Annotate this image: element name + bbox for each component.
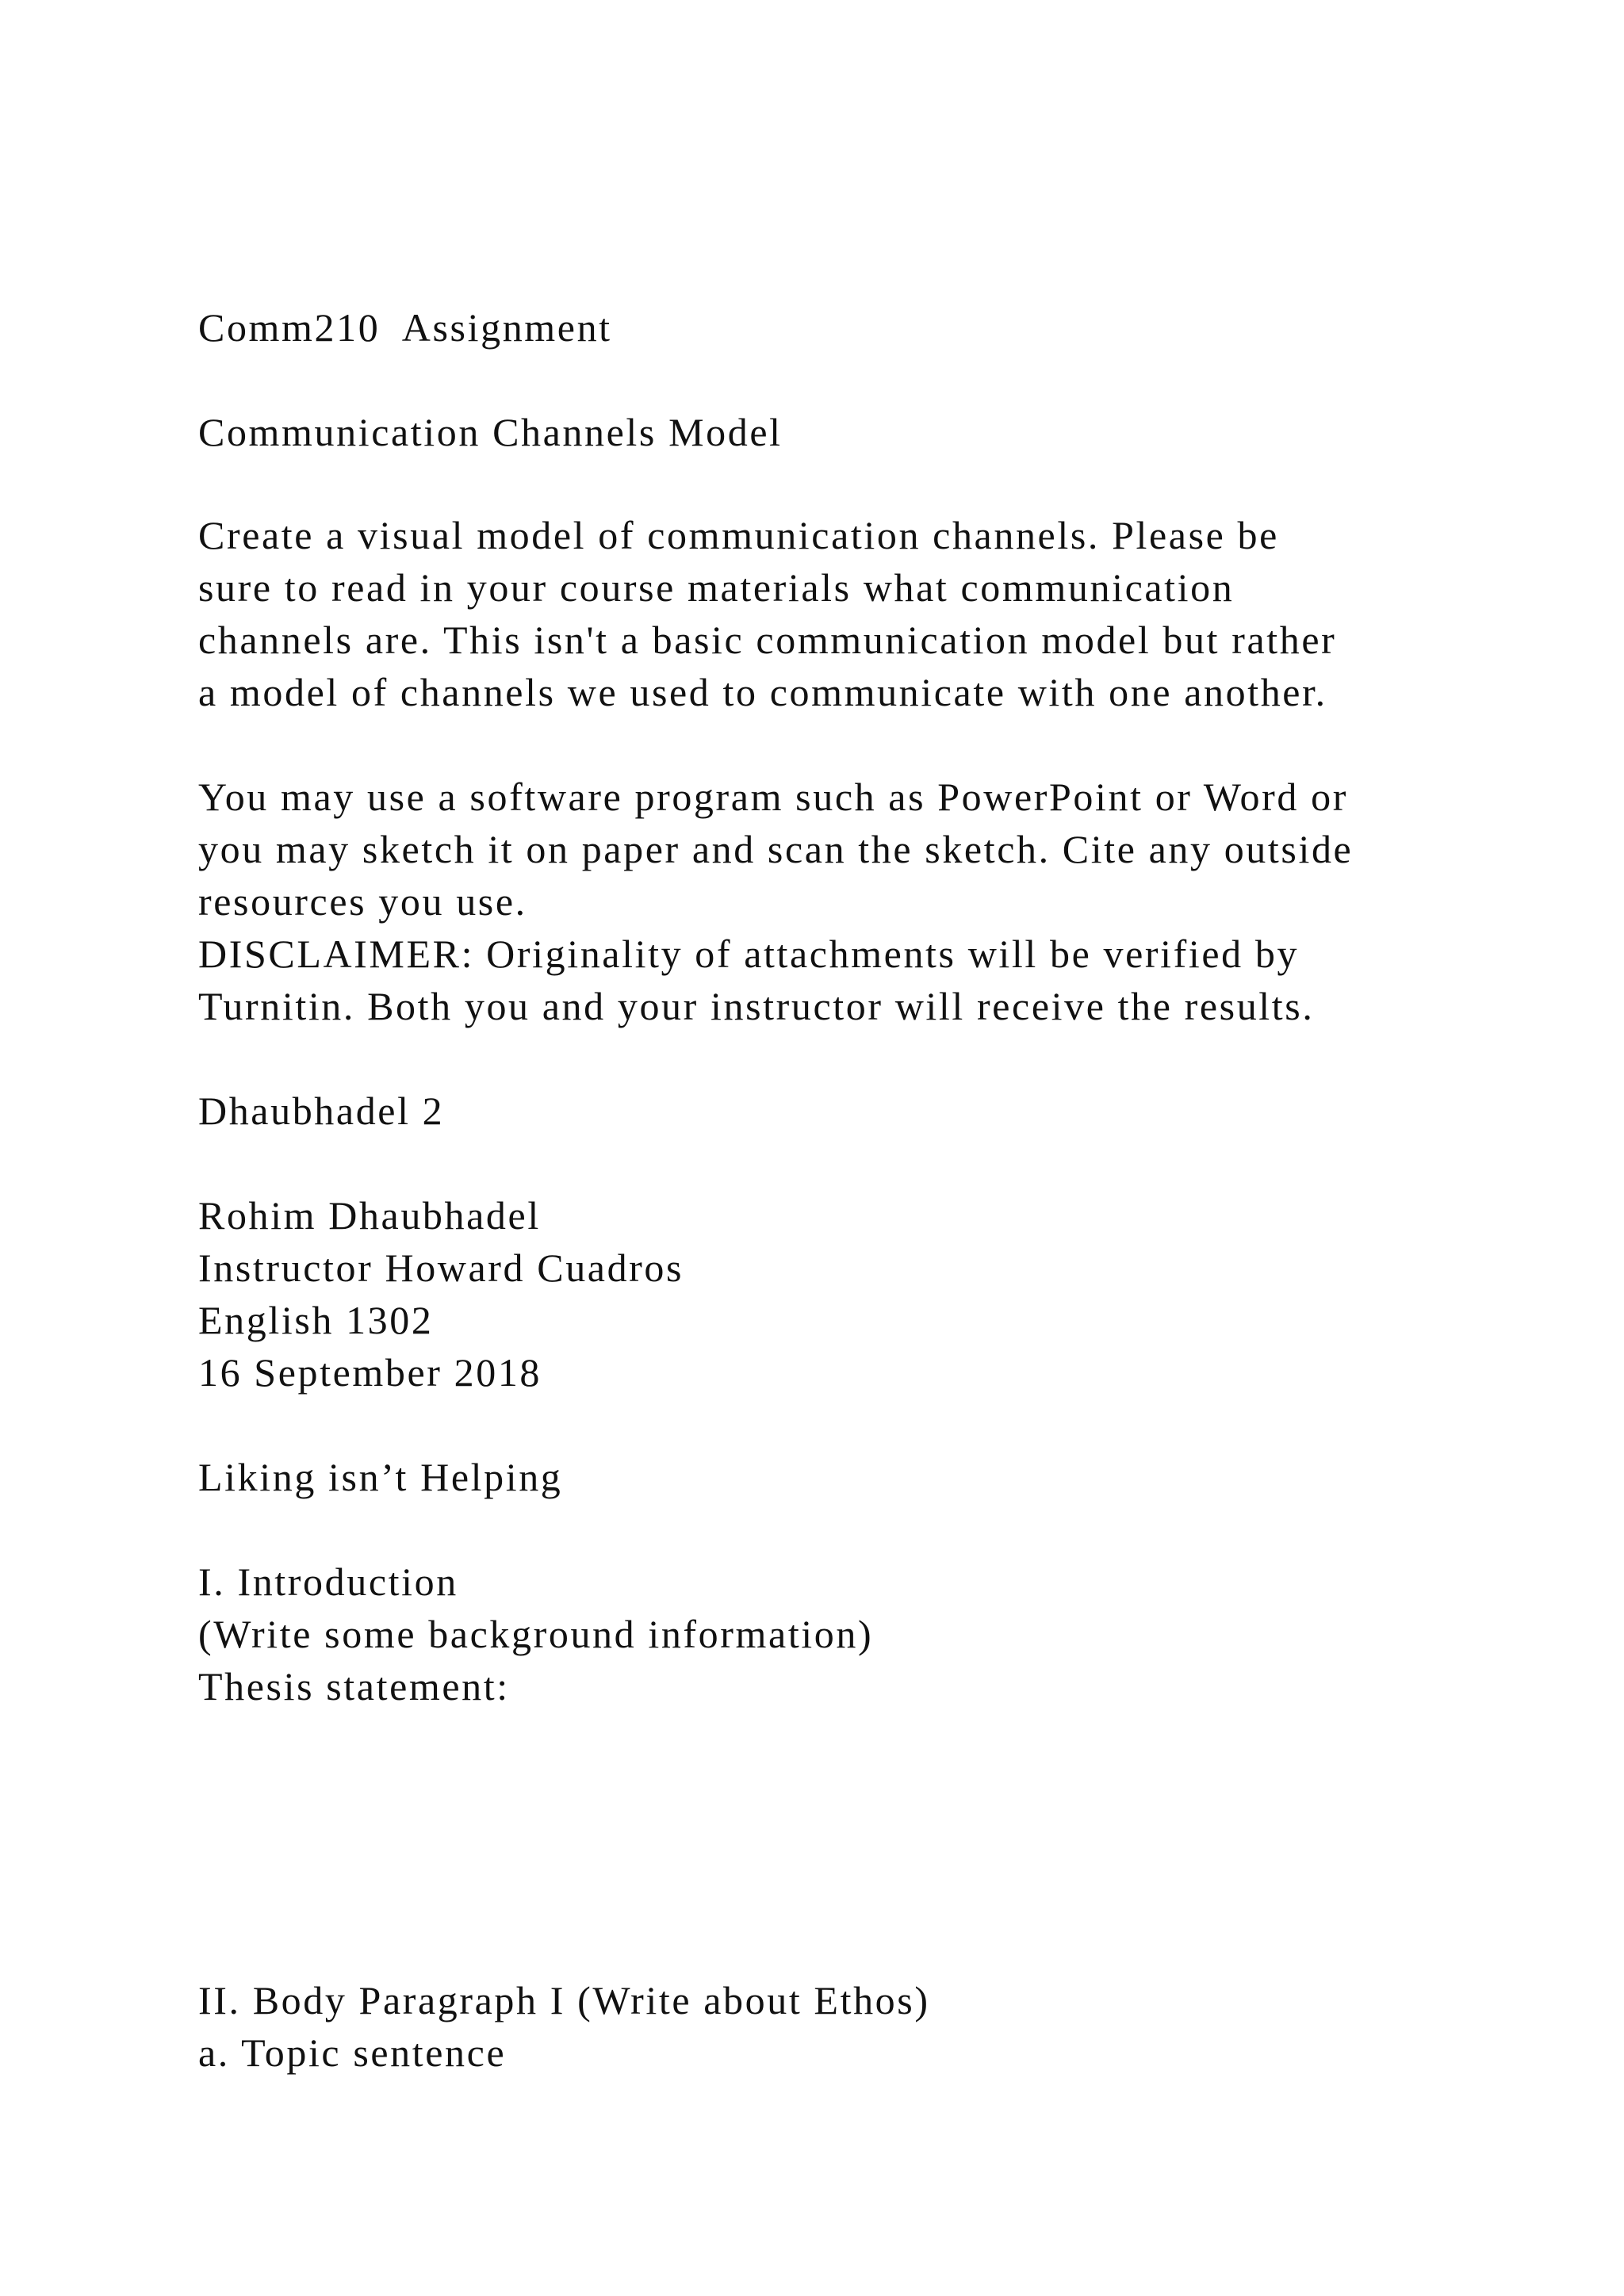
essay-title: Liking isn’t Helping [198, 1455, 563, 1499]
instructions-line: channels are. This isn't a basic communication model but rather [198, 618, 1337, 662]
essay-date: 16 September 2018 [198, 1350, 542, 1395]
intro-note: (Write some background information) [198, 1612, 874, 1656]
running-header: Dhaubhadel 2 [198, 1089, 445, 1133]
body1-heading: II. Body Paragraph I (Write about Ethos) [198, 1978, 930, 2022]
instructions-line: resources you use. [198, 879, 527, 924]
course-title: Comm210 Assignment [198, 305, 612, 350]
instructions-line: sure to read in your course materials what communication [198, 565, 1235, 610]
disclaimer-line: DISCLAIMER: Originality of attachments will be verified by [198, 932, 1300, 976]
instructions-line: Create a visual model of communication channels. Please be [198, 513, 1279, 557]
intro-heading: I. Introduction [198, 1559, 458, 1604]
assignment-title: Communication Channels Model [198, 410, 783, 454]
instructions-line: you may sketch it on paper and scan the sketch. Cite any outside [198, 827, 1354, 871]
instructions-line: a model of channels we used to communicate with one another. [198, 670, 1327, 714]
instructor-name: Instructor Howard Cuadros [198, 1246, 684, 1290]
instructions-line: You may use a software program such as PowerPoint or Word or [198, 775, 1348, 819]
body1-topic-sentence: a. Topic sentence [198, 2030, 507, 2075]
course-name: English 1302 [198, 1298, 434, 1342]
thesis-label: Thesis statement: [198, 1664, 510, 1709]
disclaimer-line: Turnitin. Both you and your instructor will receive the results. [198, 984, 1315, 1028]
student-name: Rohim Dhaubhadel [198, 1193, 541, 1238]
